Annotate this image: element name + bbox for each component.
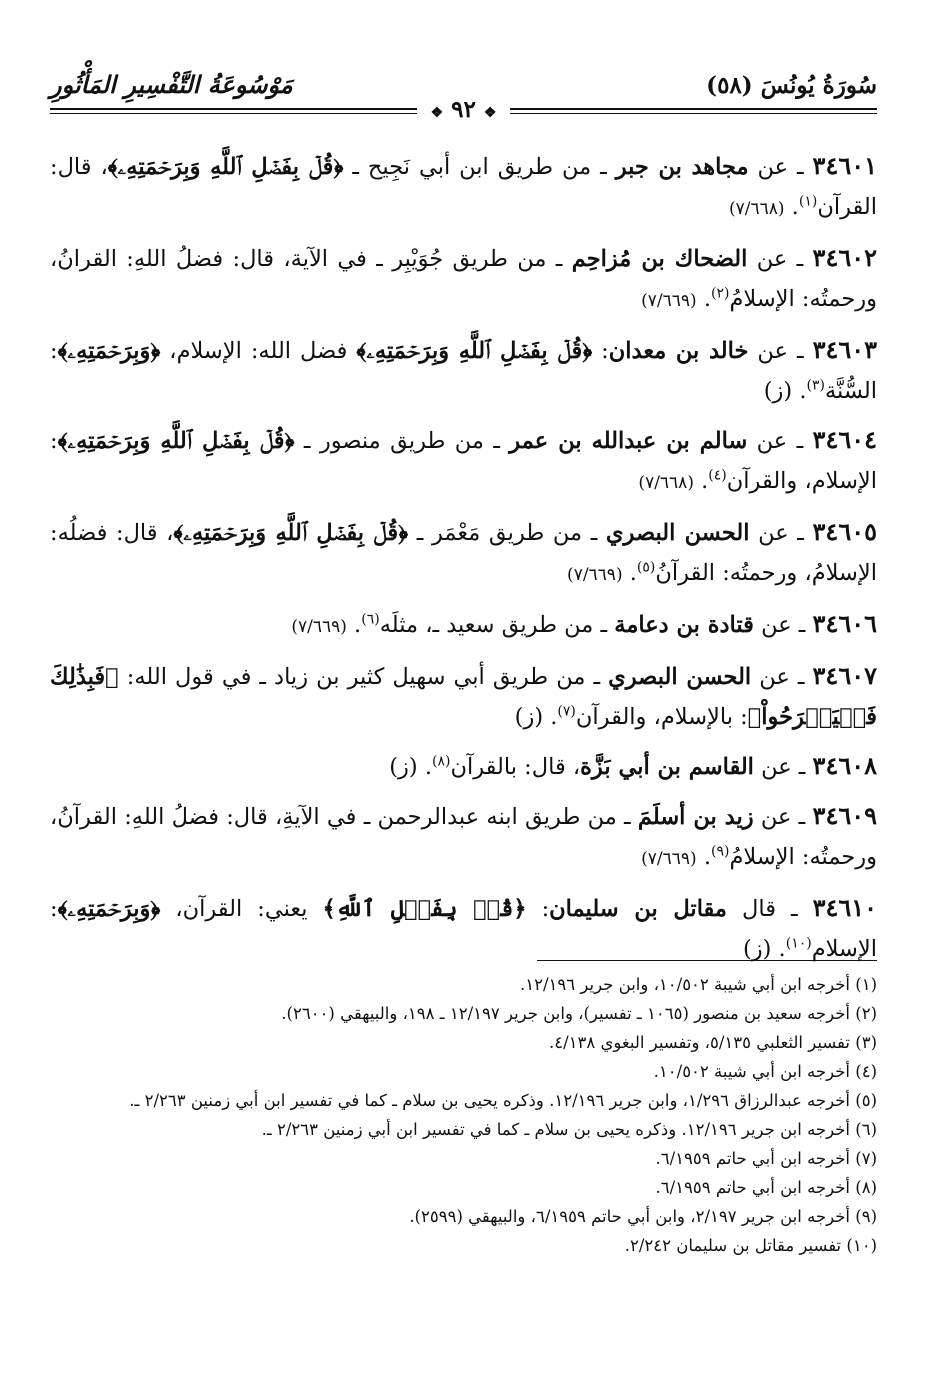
entry-text: : السُّنَّة — [50, 338, 877, 404]
footnote-separator — [537, 960, 877, 961]
entry-number: ٣٤٦٠٧ — [812, 661, 877, 690]
entry-text: ـ عن — [747, 428, 813, 454]
volume-reference: (٧/٦٦٨) — [638, 473, 694, 493]
entry-text: ـ عن — [748, 154, 813, 180]
entry-text: ـ من طريق ابن أبي نَجِيح ـ — [343, 154, 616, 180]
entry-text: ـ من طريق منصور ـ — [294, 428, 510, 454]
narrator-name: خالد بن معدان — [608, 338, 749, 364]
footnote-item: (٣) تفسير الثعلبي ٥/١٣٥، وتفسير البغوي ٤/١٣٨. — [548, 1033, 877, 1052]
narration-entry — [50, 888, 877, 969]
footnote-item: (٦) أخرجه ابن جرير ١٢/١٩٦. وذكره يحيى بن سلام ـ كما في تفسير ابن أبي زمنين ٢/٢٦٣ ـ. — [261, 1120, 877, 1139]
footnote-item: (٧) أخرجه ابن أبي حاتم ٦/١٩٥٩. — [655, 1149, 877, 1168]
narrator-name: القاسم بن أبي بَزَّة — [580, 754, 754, 780]
entry-number: ٣٤٦١٠ — [812, 893, 878, 922]
entry-text: . — [784, 194, 799, 220]
footnotes-list — [50, 970, 877, 1260]
footnote-marker: (١) — [798, 193, 818, 210]
entry-number: ٣٤٦٠٣ — [812, 335, 878, 364]
footnote-marker: (٥) — [636, 559, 656, 576]
entry-text: : الإسلام، والقرآن — [50, 428, 877, 494]
entry-text: . — [622, 560, 637, 586]
ornament-icon: ❖ — [430, 105, 444, 121]
quran-quote: ﴿فَبِذَٰلِكَ فَلۡيَفۡرَحُواْ﴾ — [50, 664, 877, 730]
footnote-item: (١٠) تفسير مقاتل بن سليمان ٢/٢٤٢. — [624, 1236, 877, 1255]
entry-number: ٣٤٦٠١ — [812, 151, 877, 180]
quran-quote: ﴿قُلۡ بِفَضۡلِ ٱللَّهِ﴾ — [322, 896, 527, 922]
footnote-marker: (٩) — [711, 843, 730, 860]
page-header — [50, 62, 877, 132]
footnote-item: (٥) أخرجه عبدالرزاق ١/٢٩٦، وابن جرير ١٢/١٩٦. وذكره يحيى بن سلام ـ كما في تفسير ابن أبي زمنين ٢/٢٦٣ ـ. — [129, 1091, 877, 1110]
entry-number: ٣٤٦٠٨ — [812, 751, 877, 780]
volume-reference: (٧/٦٦٩) — [641, 291, 697, 311]
entry-text: : بالإسلام، والقرآن — [575, 704, 748, 730]
entry-text: يعني: القرآن، — [160, 896, 323, 922]
page-number-block — [417, 96, 511, 123]
entry-text: . — [346, 612, 362, 638]
footnote-item: (٩) أخرجه ابن جرير ٢/١٩٧، وابن أبي حاتم ٦/١٩٥٩، والبيهقي (٢٥٩٩). — [409, 1207, 877, 1226]
narrator-name: الحسن البصري — [608, 664, 752, 690]
narration-entry — [50, 656, 877, 737]
entry-text: : — [592, 338, 609, 364]
volume-reference: (٧/٦٦٩) — [567, 565, 623, 585]
narrator-name: سالم بن عبدالله بن عمر — [509, 428, 748, 454]
entry-text: ـ عن — [748, 338, 813, 364]
entry-text: ـ عن — [749, 520, 813, 546]
entry-text: : — [526, 896, 550, 922]
footnote-item: (١) أخرجه ابن أبي شيبة ١٠/٥٠٢، وابن جرير ١٢/١٩٦. — [520, 975, 877, 994]
quran-quote: ﴿وَبِرَحۡمَتِهِۦ﴾ — [57, 896, 161, 922]
footnote-marker: (٦) — [361, 611, 380, 628]
page-number: ٩٢ — [451, 96, 476, 123]
entry-text: فضل الله: الإسلام، — [160, 338, 357, 364]
entry-text: . — [696, 286, 711, 312]
narration-entry — [50, 512, 877, 595]
entry-text: ـ عن — [751, 664, 813, 690]
footnote-item: (٤) أخرجه ابن أبي شيبة ١٠/٥٠٢. — [653, 1062, 877, 1081]
quran-quote: ﴿وَبِرَحۡمَتِهِۦ﴾ — [57, 338, 161, 364]
entry-text: : الإسلام — [50, 896, 877, 962]
entry-text: ـ من طريق أبي سهيل كثير بن زياد ـ في قول الله: — [118, 664, 609, 690]
entry-text: ـ من طريق سعيد ـ، مثلَه — [379, 612, 615, 638]
entry-text: ـ عن — [753, 754, 813, 780]
footnote-marker: (٨) — [432, 753, 451, 770]
entry-text: ، قال: بالقرآن — [450, 754, 581, 780]
entry-text: ، قال: فضلُه: الإسلامُ، ورحمتُه: القرآنُ — [50, 520, 877, 586]
narrator-name: قتادة بن دعامة — [614, 612, 754, 638]
footnote-item: (٨) أخرجه ابن أبي حاتم ٦/١٩٥٩. — [655, 1178, 877, 1197]
footnote-marker: (٤) — [708, 467, 727, 484]
narration-entry — [50, 796, 877, 879]
narrator-name: مقاتل بن سليمان — [549, 896, 727, 922]
narrator-name: الحسن البصري — [605, 520, 750, 546]
ornament-icon: ❖ — [483, 105, 497, 121]
narration-entry — [50, 146, 877, 229]
narrator-name: الضحاك بن مُزاحِم — [571, 246, 748, 272]
footnote-marker: (٧) — [557, 703, 576, 720]
quran-quote: ﴿قُلۡ بِفَضۡلِ ٱللَّهِ وَبِرَحۡمَتِهِۦ﴾ — [173, 520, 409, 546]
narrator-name: زيد بن أسلَمَ — [637, 804, 754, 830]
narration-entry — [50, 420, 877, 503]
quran-quote: ﴿قُلۡ بِفَضۡلِ ٱللَّهِ وَبِرَحۡمَتِهِۦ﴾ — [356, 338, 593, 364]
entry-text: ـ من طريق ابنه عبدالرحمن ـ في الآيةِ، قال: فضلُ اللهِ: القرآنُ، ورحمتُه: الإسلامُ — [50, 804, 877, 870]
narration-entry — [50, 238, 877, 321]
entry-number: ٣٤٦٠٤ — [812, 425, 877, 454]
entry-text: . (ز) — [763, 378, 807, 404]
footnote-item: (٢) أخرجه سعيد بن منصور (١٠٦٥ ـ تفسير)، وابن جرير ١٢/١٩٧ ـ ١٩٨، والبيهقي (٢٦٠٠). — [281, 1004, 877, 1023]
entry-text: ـ عن — [753, 804, 813, 830]
narrations-list — [50, 146, 877, 978]
narration-entry — [50, 330, 877, 411]
quran-quote: ﴿قُلۡ بِفَضۡلِ ٱللَّهِ وَبِرَحۡمَتِهِۦ﴾ — [107, 154, 344, 180]
footnote-marker: (١٠) — [785, 935, 812, 952]
entry-text: ـ قال — [727, 896, 813, 922]
entry-text: ، قال: القرآن — [50, 154, 877, 220]
entry-number: ٣٤٦٠٩ — [812, 801, 877, 830]
entry-text: . (ز) — [514, 704, 558, 730]
entry-text: ـ عن — [747, 246, 813, 272]
entry-text: . — [693, 468, 709, 494]
entry-text: ـ من طريق جُوَيْبِر ـ في الآية، قال: فضلُ اللهِ: القرانُ، ورحمتُه: الإسلامُ — [50, 246, 877, 312]
quran-quote: ﴿قُلۡ بِفَضۡلِ ٱللَّهِ وَبِرَحۡمَتِهِۦ﴾ — [57, 428, 295, 454]
volume-reference: (٧/٦٦٩) — [291, 617, 347, 637]
footnote-marker: (٣) — [806, 377, 825, 394]
entry-number: ٣٤٦٠٥ — [812, 517, 877, 546]
footnote-marker: (٢) — [711, 285, 730, 302]
volume-reference: (٧/٦٦٩) — [641, 849, 697, 869]
entry-text: . (ز) — [389, 754, 433, 780]
entry-number: ٣٤٦٠٢ — [812, 243, 877, 272]
narration-entry — [50, 746, 877, 787]
volume-reference: (٧/٦٦٨) — [728, 199, 785, 219]
narration-entry — [50, 604, 877, 647]
entry-text: ـ من طريق مَعْمَر ـ — [408, 520, 606, 546]
book-title: مَوْسُوعَةُ التَّفْسِيرِ المَأْثُورِ — [50, 70, 293, 99]
entry-text: ـ عن — [753, 612, 813, 638]
surah-title: سُورَةُ يُونُسَ (٥٨) — [706, 72, 877, 99]
entry-text: . (ز) — [742, 936, 786, 962]
narrator-name: مجاهد بن جبر — [615, 154, 749, 180]
entry-number: ٣٤٦٠٦ — [812, 609, 877, 638]
entry-text: . — [696, 844, 711, 870]
